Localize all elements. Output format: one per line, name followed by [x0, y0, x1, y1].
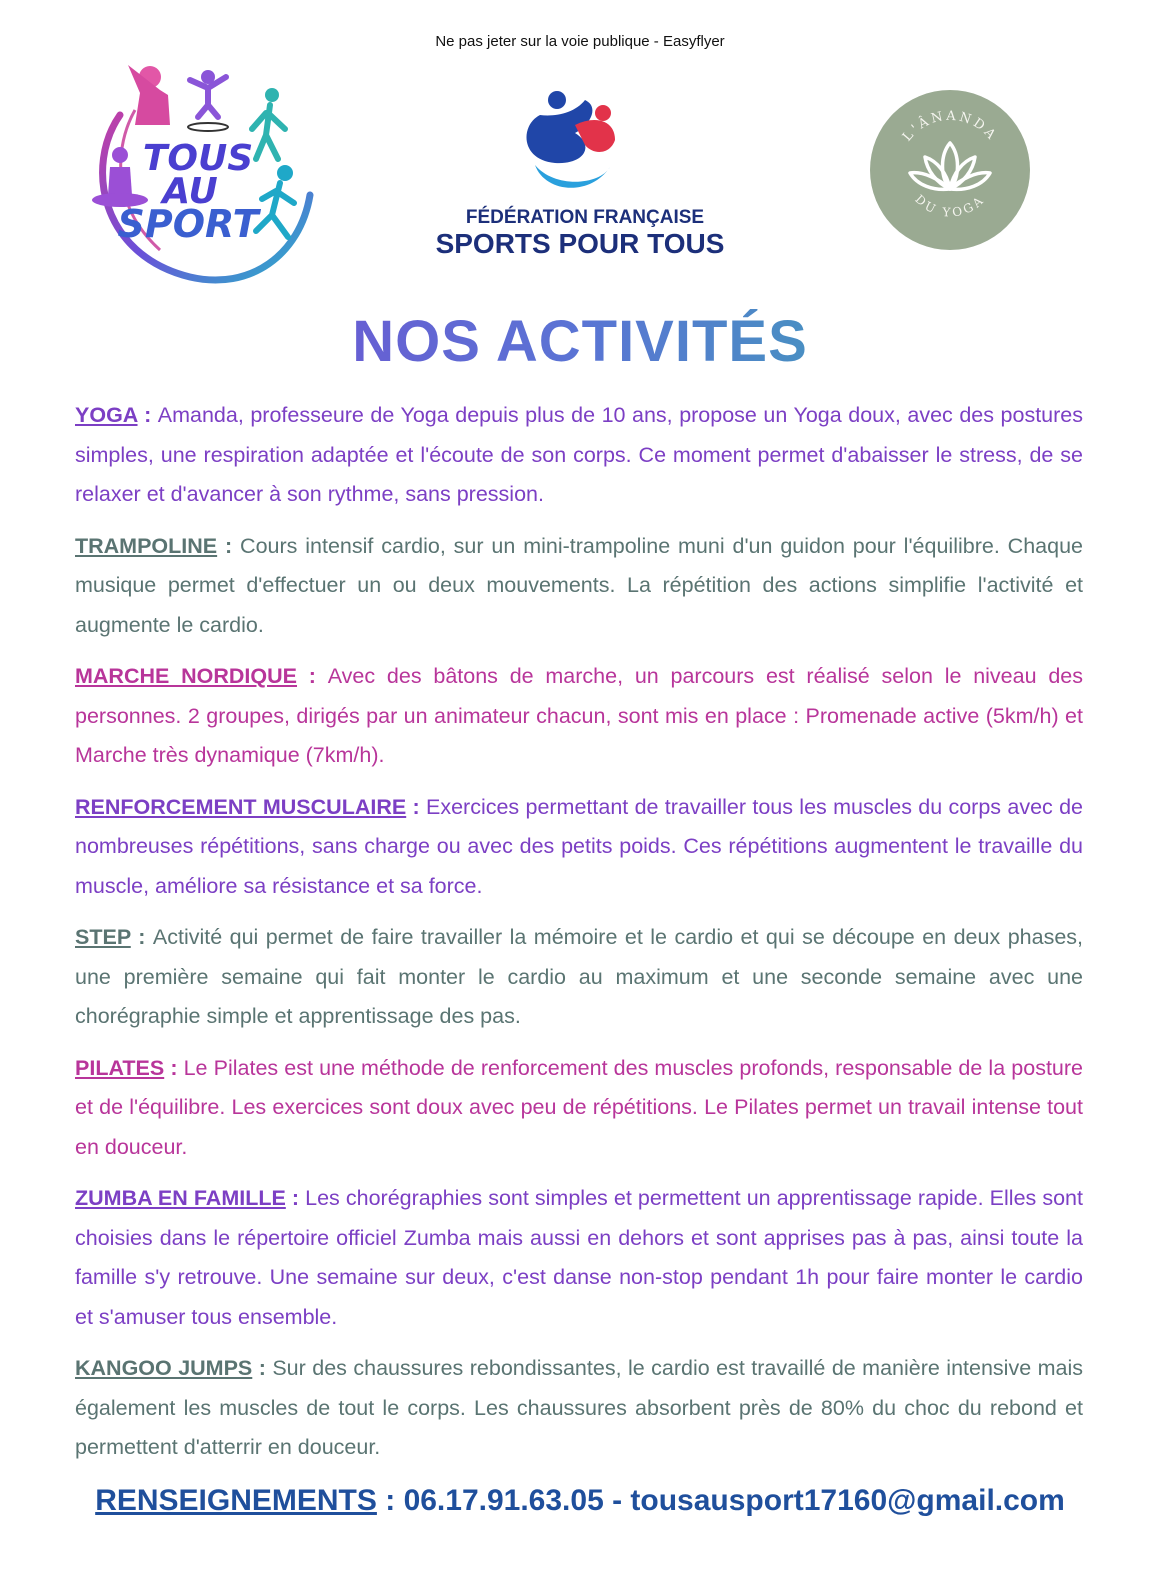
ffspt-logo — [425, 85, 745, 265]
activity-name: ZUMBA EN FAMILLE — [75, 1186, 286, 1210]
top-note: Ne pas jeter sur la voie publique - Easyflyer — [435, 33, 725, 50]
svg-text:TOUS: TOUS — [142, 138, 254, 179]
activity-name: TRAMPOLINE — [75, 533, 218, 558]
activities-list — [75, 396, 1083, 1480]
page-title: NOS ACTIVITÉS — [0, 308, 1160, 375]
svg-text:SPORT: SPORT — [117, 202, 259, 246]
activity-name: MARCHE NORDIQUE — [75, 664, 298, 688]
activity-description: Le Pilates est une méthode de renforcement des muscles profonds, responsable de la posture et de l'équilibre. Les exercices sont doux avec peu de répétitions. Le Pilates permet un travail intense tout en douceur. — [75, 1055, 1083, 1159]
svg-text:SPORTS POUR TOUS: SPORTS POUR TOUS — [435, 228, 725, 259]
activity-description: Activité qui permet de faire travailler la mémoire et le cardio et qui se découpe en deux phases, une première semaine qui fait monter le cardio au maximum et une seconde semaine avec une chorégraphie simple et apprentissage des pas. — [75, 925, 1083, 1028]
activity-description: Les chorégraphies sont simples et permettent un apprentissage rapide. Elles sont choisies dans le répertoire officiel Zumba mais aussi en dehors et sont apprises pas à pas, ainsi toute la famille s'y retrouve. Une semaine sur deux, c'est danse non-stop pendant 1h pour faire monter le cardio et s'amuser tous ensemble. — [75, 1186, 1083, 1329]
ananda-du-yoga-logo — [865, 85, 1035, 255]
activity-marche-nordique: MARCHE NORDIQUE : Avec des bâtons de marche, un parcours est réalisé selon le niveau des personnes. 2 groupes, dirigés par un animateur chacun, sont mis en place : Promenade active (5km/h) et Marche très dynamique (7km/h). — [75, 664, 1084, 767]
activity-yoga: YOGA : Amanda, professeure de Yoga depuis plus de 10 ans, propose un Yoga doux, avec des postures simples, une respiration adaptée et l'écoute de son corps. Ce moment permet d'abaisser le stress, de se relaxer et d'avancer à son rythme, sans pression. — [75, 403, 1083, 506]
activity-description: Amanda, professeure de Yoga depuis plus de 10 ans, propose un Yoga doux, avec des postures simples, une respiration adaptée et l'écoute de son corps. Ce moment permet d'abaisser le stress, de se relaxer et d'avancer à son rythme, sans pression. — [75, 403, 1083, 506]
activity-description: Avec des bâtons de marche, un parcours est réalisé selon le niveau des personnes. 2 groupes, dirigés par un animateur chacun, sont mis en place : Promenade active (5km/h) et Marche très dynamique (7km/h). — [75, 664, 1084, 767]
activity-zumba-en-famille: ZUMBA EN FAMILLE : Les chorégraphies sont simples et permettent un apprentissage rapide. Elles sont choisies dans le répertoire officiel Zumba mais aussi en dehors et sont apprises pas à pas, ainsi toute la famille s'y retrouve. Une semaine sur deux, c'est danse non-stop pendant 1h pour faire monter le cardio et s'amuser tous ensemble. — [75, 1186, 1083, 1329]
contact-details[interactable]: : 06.17.91.63.05 - tousausport17160@gmail.com — [376, 1484, 1065, 1517]
activity-kangoo-jumps: KANGOO JUMPS : Sur des chaussures rebondissantes, le cardio est travaillé de manière intensive mais également les muscles de tout le corps. Les chaussures absorbent près de 80% du choc du rebond et permettent d'atterrir en douceur. — [75, 1356, 1083, 1459]
svg-text:FÉDÉRATION FRANÇAISE: FÉDÉRATION FRANÇAISE — [465, 207, 705, 228]
activity-description: Exercices permettant de travailler tous les muscles du corps avec de nombreuses répétitions, sans charge ou avec des petits poids. Ces répétitions augmentent le travaille du muscle, améliore sa résistance et sa force. — [75, 794, 1084, 898]
contact-label: RENSEIGNEMENTS — [95, 1484, 377, 1517]
activity-name: YOGA — [75, 403, 138, 427]
activity-trampoline: TRAMPOLINE : Cours intensif cardio, sur un mini-trampoline muni d'un guidon pour l'équilibre. Chaque musique permet d'effectuer un ou deux mouvements. La répétition des actions simplifie l'activité et augmente le cardio. — [75, 533, 1083, 637]
activity-name: STEP — [75, 925, 131, 949]
activity-renforcement-musculaire: RENFORCEMENT MUSCULAIRE : Exercices permettant de travailler tous les muscles du corps avec de nombreuses répétitions, sans charge ou avec des petits poids. Ces répétitions augmentent le travaille du muscle, améliore sa résistance et sa force. — [75, 794, 1084, 898]
svg-text:DU YOGA: DU YOGA — [912, 192, 988, 220]
tous-au-sport-logo — [80, 55, 315, 290]
activity-name: PILATES — [75, 1055, 165, 1080]
svg-text:AU: AU — [162, 171, 218, 212]
activity-step: STEP : Activité qui permet de faire travailler la mémoire et le cardio et qui se découpe en deux phases, une première semaine qui fait monter le cardio au maximum et une seconde semaine avec une chorégraphie simple et apprentissage des pas. — [75, 925, 1083, 1028]
contact-info — [0, 1484, 1160, 1518]
activity-description: Cours intensif cardio, sur un mini-trampoline muni d'un guidon pour l'équilibre. Chaque musique permet d'effectuer un ou deux mouvements. La répétition des actions simplifie l'activité et augmente le cardio. — [75, 533, 1083, 637]
activity-pilates: PILATES : Le Pilates est une méthode de renforcement des muscles profonds, responsable de la posture et de l'équilibre. Les exercices sont doux avec peu de répétitions. Le Pilates permet un travail intense tout en douceur. — [75, 1055, 1083, 1159]
activity-name: KANGOO JUMPS — [75, 1356, 253, 1380]
activity-description: Sur des chaussures rebondissantes, le cardio est travaillé de manière intensive mais également les muscles de tout le corps. Les chaussures absorbent près de 80% du choc du rebond et permettent d'atterrir en douceur. — [75, 1356, 1083, 1459]
svg-text:L'ÂNANDA: L'ÂNANDA — [899, 108, 1001, 145]
activity-name: RENFORCEMENT MUSCULAIRE — [75, 794, 407, 819]
